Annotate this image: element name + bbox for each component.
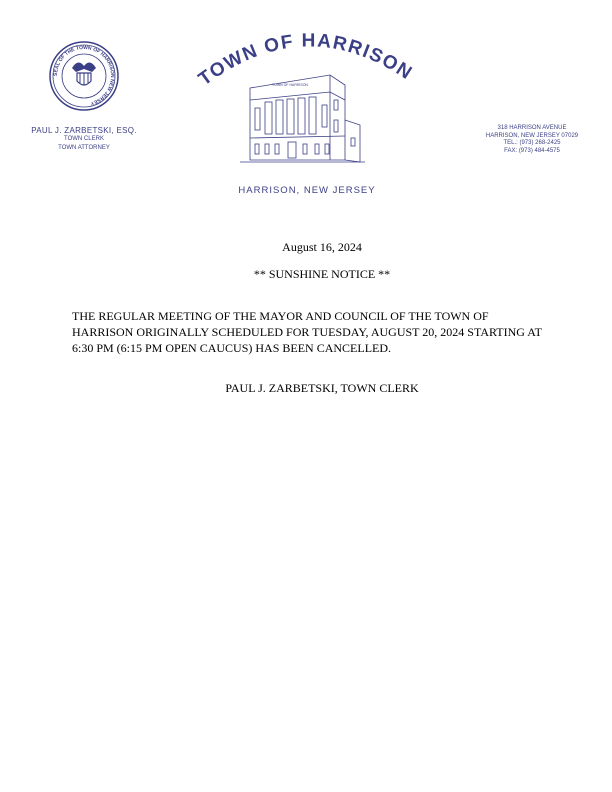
body-line: THE REGULAR MEETING OF THE MAYOR AND COUNCIL OF THE TOWN OF — [72, 309, 489, 323]
town-hall-building-illustration — [235, 70, 385, 170]
attorney-info — [10, 126, 158, 153]
fax: FAX: (973) 484-4575 — [504, 147, 560, 154]
notice-body — [72, 308, 552, 356]
address-line-2: HARRISON, NEW JERSEY 07029 — [485, 132, 579, 139]
notice-date: August 16, 2024 — [282, 240, 362, 254]
svg-text:SEAL OF THE TOWN OF HARRISON N: SEAL OF THE TOWN OF HARRISON NEW JERSEY — [52, 44, 116, 107]
notice-title: ** SUNSHINE NOTICE ** — [253, 267, 391, 281]
letterhead-subtitle: HARRISON, NEW JERSEY — [238, 185, 376, 196]
body-line: 6:30 PM (6:15 PM OPEN CAUCUS) HAS BEEN CANCELLED. — [72, 341, 392, 355]
town-seal-logo — [48, 40, 120, 112]
contact-info — [462, 125, 602, 155]
role-town-clerk: TOWN CLERK — [64, 136, 104, 142]
role-town-attorney: TOWN ATTORNEY — [58, 145, 110, 151]
svg-text:TOWN OF HARRISON: TOWN OF HARRISON — [194, 30, 417, 91]
svg-text:TOWN OF HARRISON: TOWN OF HARRISON — [272, 83, 308, 87]
address-line-1: 318 HARRISON AVENUE — [497, 125, 567, 131]
telephone: TEL.: (973) 268-2425 — [503, 140, 561, 146]
signature: PAUL J. ZARBETSKI, TOWN CLERK — [225, 381, 419, 395]
body-line: HARRISON ORIGINALLY SCHEDULED FOR TUESDAY, AUGUST 20, 2024 STARTING AT — [72, 325, 542, 339]
attorney-name: PAUL J. ZARBETSKI, ESQ. — [31, 126, 137, 135]
